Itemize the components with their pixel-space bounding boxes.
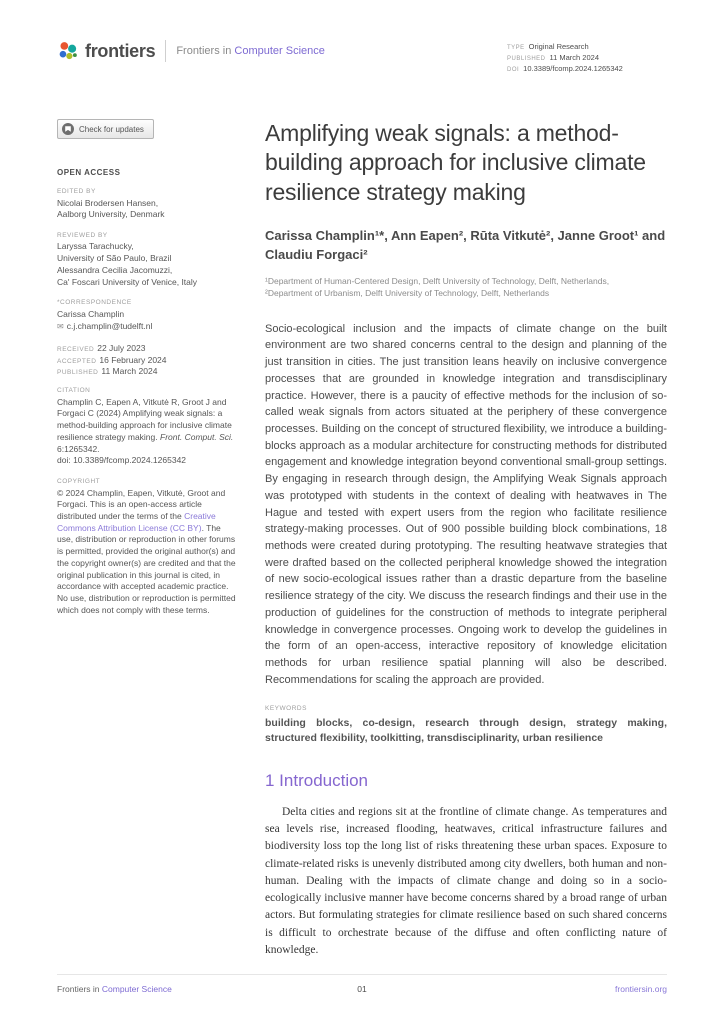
reviewed-by-line: Ca' Foscari University of Venice, Italy (57, 276, 198, 287)
keywords-text: building blocks, co-design, research through design, strategy making, structured flexibility, toolkitting, transdisciplinarity, urban resilience (265, 717, 667, 745)
page-footer (57, 974, 667, 994)
edited-by-line: Aalborg University, Denmark (57, 209, 165, 220)
accepted-value: 16 February 2024 (99, 354, 167, 365)
meta-published-label: PUBLISHED (507, 56, 546, 62)
dates-section (57, 343, 237, 376)
journal-prefix: Frontiers in (176, 45, 235, 57)
published-value: 11 March 2024 (101, 366, 158, 377)
citation-section (57, 387, 237, 467)
footer-journal (57, 984, 357, 994)
introduction-paragraph: Delta cities and regions sit at the frontline of climate change. As temperatures and sea levels rise, increased flooding, heatwaves, critical infrastructure failures and biodiversity loss top the long list of risks threatening these urban spaces. Exposure to climate-related risks is unevenly distributed among city dwellers, both human and non-human. Dealing with the impacts of climate change and doing so in a socio-ecologically inclusive manner have become concerns shared by a broad range of urban actors. But formulating strategies for climate resilience based on such shared concerns is difficult to orchestrate because of the diffuse and often conflicting nature of knowledge. (265, 805, 667, 956)
keywords-section (265, 705, 667, 745)
journal-name-link[interactable]: Computer Science (234, 45, 325, 57)
meta-doi-value: 10.3389/fcomp.2024.1265342 (523, 64, 623, 73)
edited-by-label: EDITED BY (57, 188, 96, 195)
correspondence-name: Carissa Champlin (57, 308, 125, 319)
correspondence-label: *CORRESPONDENCE (57, 299, 132, 307)
edited-by-line: Nicolai Brodersen Hansen, (57, 197, 159, 208)
frontiers-wordmark: frontiers (85, 40, 156, 61)
reviewed-by-line: University of São Paulo, Brazil (57, 253, 172, 264)
brand-divider (165, 40, 166, 62)
affiliations (265, 275, 667, 300)
meta-published-row (507, 53, 667, 62)
check-for-updates-label: Check for updates (79, 124, 144, 134)
footer-journal-prefix: Frontiers in (57, 984, 102, 994)
accepted-label: ACCEPTED (57, 357, 97, 365)
meta-type-value: Original Research (528, 42, 589, 51)
journal-title (176, 45, 325, 57)
crossmark-icon (62, 123, 74, 135)
article-title: Amplifying weak signals: a method-building approach for inclusive climate resilience strategy making (265, 120, 646, 205)
reviewed-by-line: Laryssa Tarachucky, (57, 241, 134, 252)
envelope-icon: ✉ (57, 321, 64, 331)
meta-doi-row (507, 64, 667, 73)
reviewed-by-line: Alessandra Cecilia Jacomuzzi, (57, 264, 173, 275)
meta-type-label: TYPE (507, 45, 525, 51)
citation-journal: Front. Comput. Sci. (160, 431, 234, 442)
received-label: RECEIVED (57, 346, 95, 354)
author-list: Carissa Champlin¹*, Ann Eapen², Rūta Vitkutė², Janne Groot¹ and Claudiu Forgaci² (265, 228, 666, 263)
copyright-label: COPYRIGHT (57, 478, 101, 486)
citation-volume: 6:1265342. (57, 443, 100, 454)
footer-journal-name-link[interactable]: Computer Science (101, 984, 172, 994)
reviewed-by-label: REVIEWED BY (57, 231, 108, 239)
edited-by-section (57, 188, 237, 221)
reviewed-by-section (57, 232, 237, 288)
keywords-label: KEYWORDS (265, 705, 307, 713)
frontiers-logo-icon (57, 40, 79, 62)
meta-type-row (507, 42, 667, 51)
open-access-badge: OPEN ACCESS (57, 168, 121, 177)
content-columns (57, 119, 667, 959)
copyright-pre: © 2024 Champlin, Eapen, Vitkutė, Groot and Forgaci. This is an open-access article distributed under the terms of the (57, 487, 226, 521)
sidebar (57, 119, 237, 959)
correspondence-section (57, 299, 237, 332)
frontiers-brand (57, 40, 325, 62)
affiliation-line: ²Department of Urbanism, Delft University of Technology, Delft, Netherlands (265, 288, 550, 299)
correspondence-email-link[interactable]: c.j.champlin@tudelft.nl (66, 320, 153, 331)
copyright-post: . The use, distribution or reproduction in other forums is permitted, provided the original author(s) and the copyright owner(s) are credited and that the original publication in this journal is cited, in accordance with accepted academic practice. No use, distribution or reproduction is permitted which does not comply with these terms. (57, 522, 236, 615)
published-row (57, 366, 237, 376)
correspondence-email-row (57, 321, 237, 333)
received-value: 22 July 2023 (97, 343, 146, 354)
citation-text (57, 397, 237, 456)
frontiersin-org-link[interactable]: frontiersin.org (615, 984, 667, 994)
page-header (57, 40, 667, 75)
meta-published-value: 11 March 2024 (549, 53, 599, 62)
meta-doi-label: DOI (507, 67, 520, 73)
citation-label: CITATION (57, 387, 91, 395)
abstract-text: Socio-ecological inclusion and the impacts of climate change on the built environment are two shared concerns central to the design and planning of the just transition in cities. The just transition leans heavily on inclusive convergence processes that are grounded in knowledge integration and transdisciplinary practice. However, there is a paucity of effective methods for the inclusion of so-called weak signals from actors situated at the periphery of these convergence processes. Building on the concept of structured flexibility, we introduce a building-blocks approach as a modular architecture for constructing methods for distributed engagement and knowledge integration beyond conventional small-group settings. By engaging in research through design, the Amplifying Weak Signals approach was prototyped with students in the context of dealing with heatwaves in The Hague and tested with expert users from the region who facilitate resilience strategy-making processes. Out of 900 possible building block combinations, 18 methods were created during prototyping. The resulting heatwave strategies that were drafted based on the collected peripheral knowledge showed the integration of new socio-ecological issues rather than a drastic departure from the baseline resilience strategy of the city. We discuss the research findings and their use in the production of guidelines for the construction of methods to integrate peripheral knowledge in convergence processes. Ongoing work to develop the guidelines in the form of an open-access, interactive repository of knowledge elicitation methods for urban resilience spatial planning will also be described. Recommendations for scaling the approach are provided. (265, 322, 667, 686)
published-label: PUBLISHED (57, 369, 99, 377)
page-number: 01 (357, 984, 367, 994)
copyright-text (57, 488, 237, 617)
accepted-row (57, 355, 237, 365)
copyright-section (57, 478, 237, 616)
introduction-heading: 1 Introduction (265, 770, 369, 790)
article-main (265, 119, 667, 959)
cc-by-license-link[interactable]: Creative Commons Attribution License (CC BY) (57, 511, 216, 533)
check-for-updates-button[interactable] (57, 119, 154, 139)
affiliation-line: ¹Department of Human-Centered Design, Delft University of Technology, Delft, Netherlands, (265, 276, 610, 286)
received-row (57, 343, 237, 353)
citation-doi: doi: 10.3389/fcomp.2024.1265342 (57, 455, 187, 466)
article-meta (507, 40, 667, 75)
citation-body: Champlin C, Eapen A, Vitkutė R, Groot J and Forgaci C (2024) Amplifying weak signals: a method-building approach for inclusive climate resilience strategy making. (57, 396, 232, 442)
